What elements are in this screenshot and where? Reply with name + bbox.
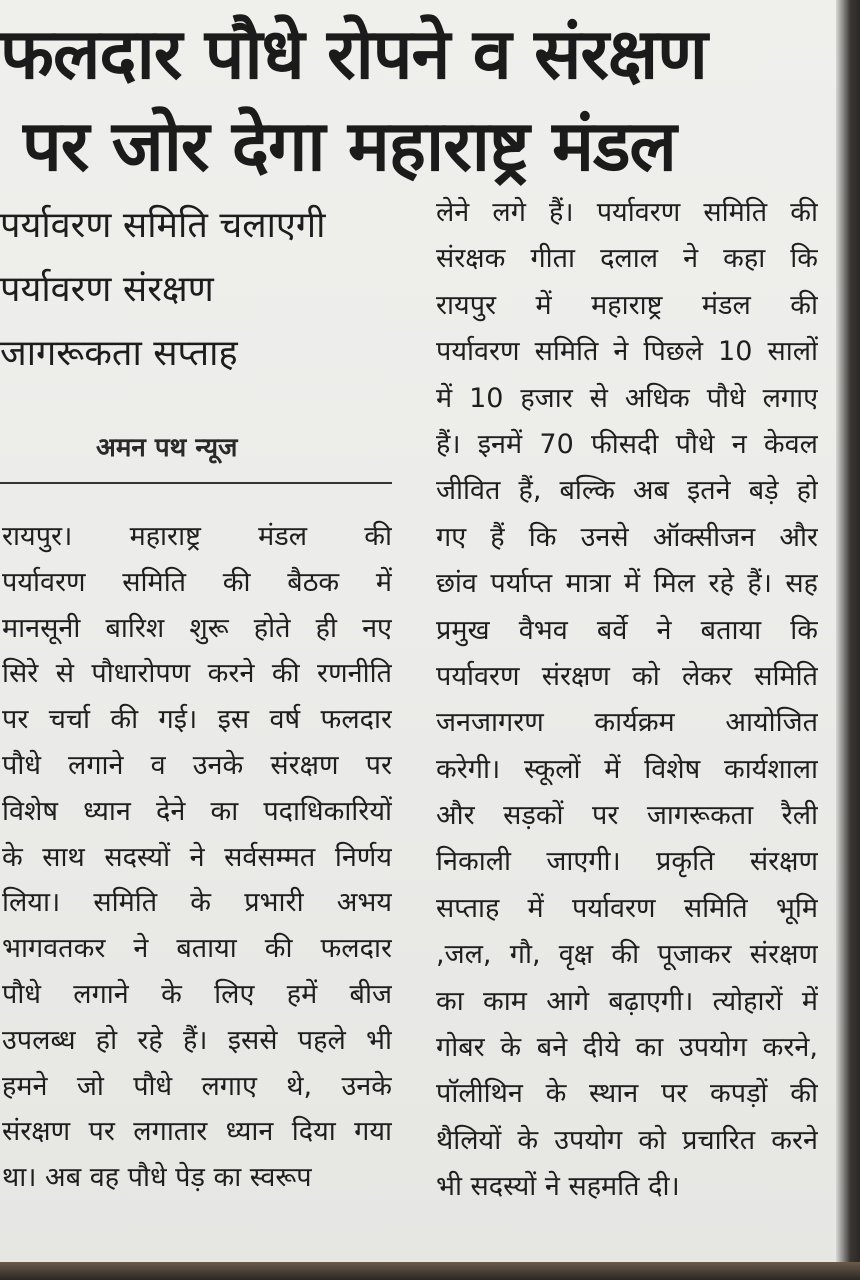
article-text-line: ,जल, गौ, वृक्ष की पूजाकर संरक्षण <box>436 939 818 971</box>
article-text-line: करेगी। स्कूलों में विशेष कार्यशाला <box>436 753 818 785</box>
article-text-line: संरक्षक गीता दलाल ने कहा कि <box>436 243 818 275</box>
article-text-line: लेने लगे हैं। पर्यावरण समिति की <box>436 197 818 228</box>
article-text-line: उपलब्ध हो रहे हैं। इससे पहले भी <box>2 1024 392 1056</box>
article-text-line: जीवित हैं, बल्कि अब इतने बड़े हो <box>436 475 818 507</box>
article-column-right <box>436 190 818 1211</box>
article-text-line: रायपुर में महाराष्ट्र मंडल की <box>436 289 818 321</box>
article-text-line: मानसूनी बारिश शुरू होते ही नए <box>2 612 392 644</box>
byline-divider <box>0 482 392 484</box>
headline-line-2: पर जोर देगा महाराष्ट्र मंडल <box>22 106 676 186</box>
article-text-line: निकाली जाएगी। प्रकृति संरक्षण <box>436 846 818 878</box>
article-text-line: का काम आगे बढ़ाएगी। त्योहारों में <box>436 985 818 1017</box>
article-text-line: हैं। इनमें 70 फीसदी पौधे न केवल <box>436 428 818 460</box>
article-text-line: में 10 हजार से अधिक पौधे लगाए <box>436 382 818 414</box>
subheadline <box>0 194 400 386</box>
article-text-line: गोबर के बने दीये का उपयोग करने, <box>436 1032 818 1064</box>
article-text-line: पौधे लगाने के लिए हमें बीज <box>2 978 392 1010</box>
article-text-line: जनजागरण कार्यक्रम आयोजित <box>436 707 818 739</box>
article-text-line: गए हैं कि उनसे ऑक्सीजन और <box>436 521 818 553</box>
article-column-left <box>2 514 392 1201</box>
article-text-line: भागवतकर ने बताया की फलदार <box>2 933 392 965</box>
article-text-line: पर्यावरण संरक्षण को लेकर समिति <box>436 660 818 692</box>
article-text-line: सिरे से पौधारोपण करने की रणनीति <box>2 658 392 690</box>
article-text-line: संरक्षण पर लगातार ध्यान दिया गया <box>2 1116 392 1148</box>
article-text-line: पौधे लगाने व उनके संरक्षण पर <box>2 749 392 781</box>
article-text-line: रायपुर। महाराष्ट्र मंडल की <box>2 521 392 552</box>
article-text-line: सप्ताह में पर्यावरण समिति भूमि <box>436 892 818 924</box>
subheadline-line-2: पर्यावरण संरक्षण <box>0 269 214 310</box>
article-text-line: हमने जो पौधे लगाए थे, उनके <box>2 1070 392 1102</box>
article-text-line: पर्यावरण समिति की बैठक में <box>2 566 392 598</box>
article-text-line: और सड़कों पर जागरूकता रैली <box>436 800 818 832</box>
byline: अमन पथ न्यूज <box>96 433 238 463</box>
subheadline-line-3: जागरूकता सप्ताह <box>0 333 238 374</box>
article-text-line: लिया। समिति के प्रभारी अभय <box>2 887 392 919</box>
headline-line-1: फलदार पौधे रोपने व संरक्षण <box>0 14 707 94</box>
article-text-line: पॉलीथिन के स्थान पर कपड़ों की <box>436 1078 818 1110</box>
subheadline-line-1: पर्यावरण समिति चलाएगी <box>0 205 326 246</box>
page-bottom-edge <box>0 1262 860 1280</box>
article-text-line: पर्यावरण समिति ने पिछले 10 सालों <box>436 336 818 368</box>
page-edge-shadow <box>836 0 860 1280</box>
article-text-line: पर चर्चा की गई। इस वर्ष फलदार <box>2 704 392 736</box>
article-text-line: प्रमुख वैभव बर्वे ने बताया कि <box>436 614 818 646</box>
article-text-line: था। अब वह पौधे पेड़ का स्वरूप <box>2 1162 312 1194</box>
article-text-line: भी सदस्यों ने सहमति दी। <box>436 1171 680 1203</box>
article-text-line: थैलियों के उपयोग को प्रचारित करने <box>436 1124 818 1156</box>
article-text-line: छांव पर्याप्त मात्रा में मिल रहे हैं। सह <box>436 568 818 600</box>
article-text-line: के साथ सदस्यों ने सर्वसम्मत निर्णय <box>2 841 392 873</box>
article-text-line: विशेष ध्यान देने का पदाधिकारियों <box>2 795 392 827</box>
